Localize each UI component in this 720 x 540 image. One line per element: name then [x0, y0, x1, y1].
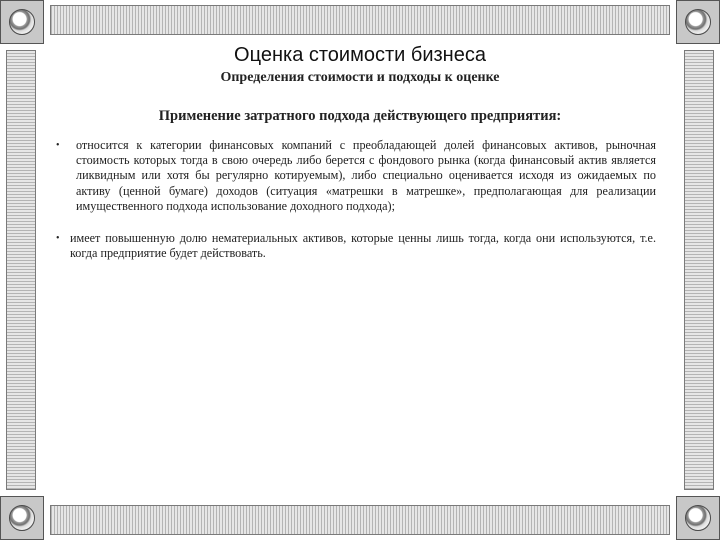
bullet-marker: •	[56, 140, 60, 151]
section-heading: Применение затратного подхода действующего предприятия:	[158, 108, 562, 124]
bullet-text: имеет повышенную долю нематериальных активов, которые ценны лишь тогда, когда они используются, т.е. когда предприятие будет действовать.	[70, 231, 656, 261]
corner-ring-icon	[9, 9, 35, 35]
corner-ring-icon	[685, 9, 711, 35]
corner-top-right	[676, 0, 720, 44]
frame-top-border	[50, 5, 670, 35]
bullet-item	[56, 231, 656, 261]
frame-bottom-border	[50, 505, 670, 535]
bullet-marker: •	[56, 233, 60, 245]
corner-bottom-right	[676, 496, 720, 540]
bullet-text: относится к категории финансовых компаний с преобладающей долей финансовых активов, рыночная стоимость которых тогда в свою очередь либо берется с фондового рынка (когда финансовый актив является ликвидным или хотя бы регулярно котируемым), либо специально оценивается исходя из ожидаемых по активу (ценной бумаге) доходов (ситуация «матрешки в матрешке», предполагающая для реализации имущественного подхода использование доходного подхода);	[76, 138, 656, 213]
slide-subtitle: Определения стоимости и подходы к оценке	[220, 70, 500, 85]
bullet-list	[56, 138, 656, 261]
slide-title: Оценка стоимости бизнеса	[234, 44, 486, 66]
corner-ring-icon	[9, 505, 35, 531]
corner-bottom-left	[0, 496, 44, 540]
bullet-item	[56, 138, 656, 214]
corner-top-left	[0, 0, 44, 44]
corner-ring-icon	[685, 505, 711, 531]
